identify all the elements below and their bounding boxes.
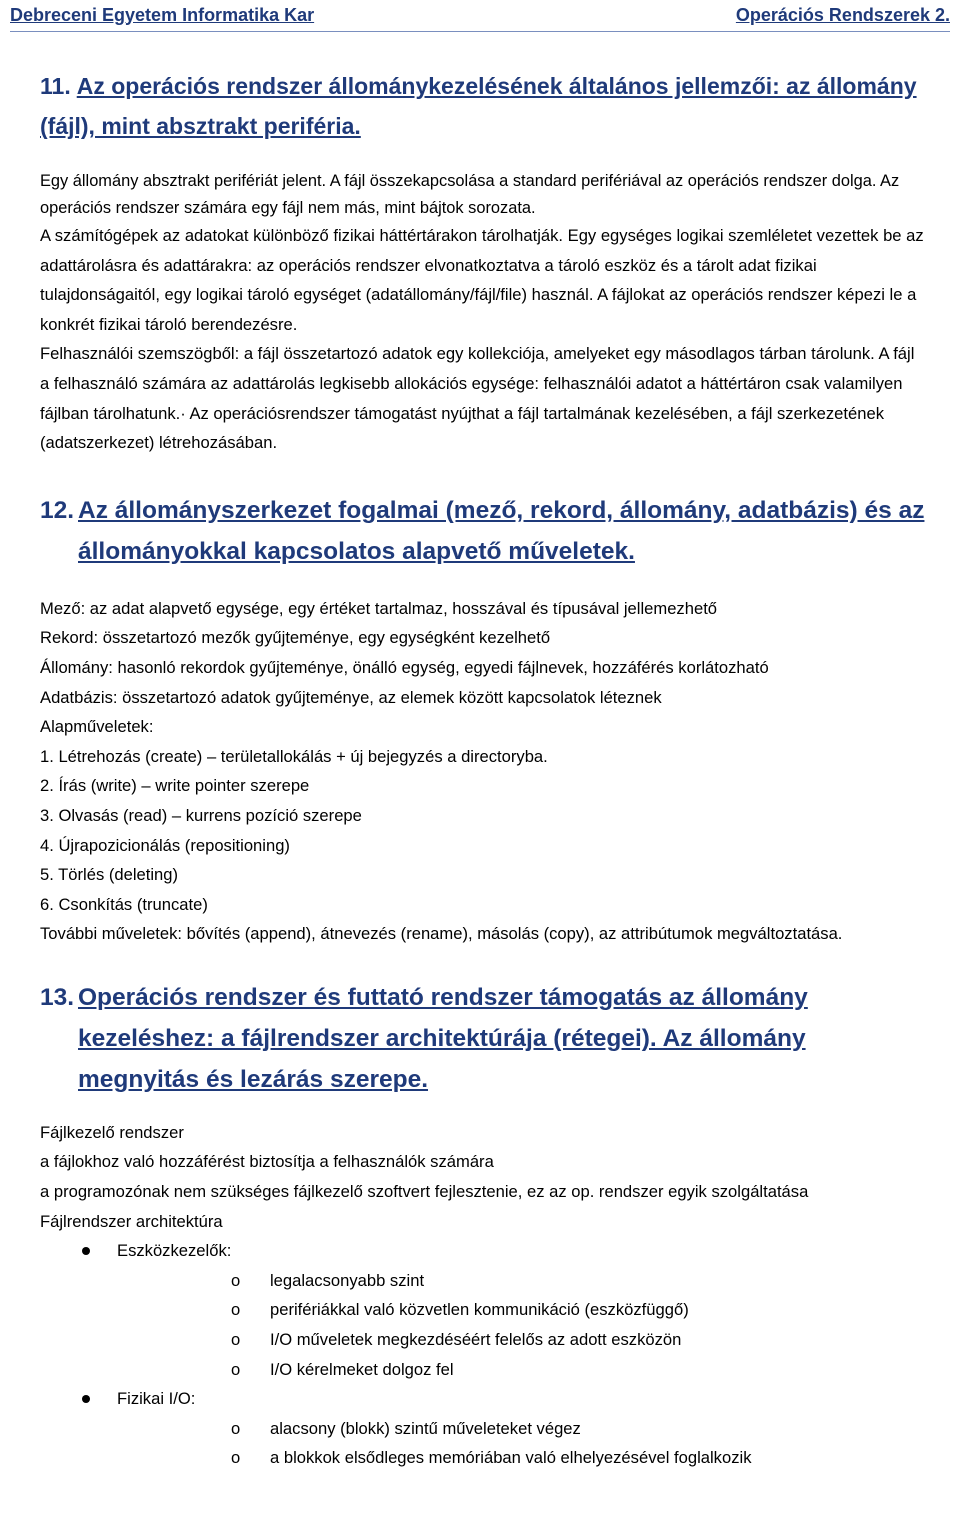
text-line: Mező: az adat alapvető egysége, egy értéket tartalmaz, hosszával és típusával jellemezhető [40, 598, 718, 618]
bullet-icon [82, 1247, 90, 1255]
text-line: 3. Olvasás (read) – kurrens pozíció szerepe [40, 805, 362, 825]
circle-bullet-icon: o [231, 1300, 241, 1320]
sub-list-item [117, 1295, 925, 1325]
section-12-heading [40, 490, 925, 572]
section-11-paragraph: A számítógépek az adatokat különböző fizikai háttértárakon tárolhatják. Egy egységes logikai szemléletet vezettek be az adattárolásra és adattárakra: az operációs rendszer elvonatkoztatva a tároló eszköz és a tárolt adat fizikai tulajdonságaitól, egy logikai tároló egységet (adatállomány/fájl/file) használ. A fájlokat az operációs rendszer képezi le a konkrét fizikai tároló berendezésre. [40, 226, 924, 334]
section-number: 11. [40, 73, 71, 99]
sub-list-item-label: alacsony (blokk) szintű műveleteket végez [270, 1418, 581, 1438]
sub-list-item [117, 1443, 925, 1473]
header-institution: Debreceni Egyetem Informatika Kar [10, 4, 315, 25]
bullet-icon [82, 1395, 90, 1403]
sub-list-item [117, 1414, 925, 1444]
text-line: Fájlrendszer architektúra [40, 1211, 223, 1231]
sub-list-item-label: I/O műveletek megkezdéséért felelős az adott eszközön [270, 1330, 682, 1350]
circle-bullet-icon: o [231, 1270, 241, 1290]
text-line: 6. Csonkítás (truncate) [40, 894, 208, 914]
text-line: 4. Újrapozicionálás (repositioning) [40, 835, 290, 855]
section-11-intro: Egy állomány absztrakt perifériát jelent. A fájl összekapcsolása a standard perifériával az operációs rendszer dolga. Az operációs rendszer számára egy fájl nem más, mint bájtok sorozata. [40, 172, 900, 217]
section-12-lines [40, 594, 925, 949]
text-line: További műveletek: bővítés (append), átnevezés (rename), másolás (copy), az attribútumok megváltoztatása. [40, 924, 843, 944]
sub-list-item-label: legalacsonyabb szint [270, 1270, 425, 1290]
text-line: a fájlokhoz való hozzáférést biztosítja a felhasználók számára [40, 1152, 494, 1172]
circle-bullet-icon: o [231, 1448, 241, 1468]
list-item-label: Fizikai I/O: [117, 1389, 196, 1409]
sub-list-item [117, 1355, 925, 1385]
text-line: Adatbázis: összetartozó adatok gyűjteménye, az elemek között kapcsolatok léteznek [40, 687, 662, 707]
text-line: 2. Írás (write) – write pointer szerepe [40, 776, 310, 796]
sub-list-item-label: I/O kérelmeket dolgoz fel [270, 1359, 454, 1379]
section-13-lines [40, 1118, 925, 1236]
section-13-heading [40, 977, 925, 1100]
list-item [40, 1236, 925, 1384]
text-line: Alapműveletek: [40, 717, 154, 737]
sub-list [117, 1266, 925, 1384]
sub-list [117, 1414, 925, 1473]
architecture-list [40, 1236, 925, 1473]
sub-list-item [117, 1325, 925, 1355]
section-title: Az állományszerkezet fogalmai (mező, rekord, állomány, adatbázis) és az állományokkal kapcsolatos alapvető műveletek. [78, 496, 925, 565]
text-line: 5. Törlés (deleting) [40, 865, 179, 885]
text-line: a programozónak nem szükséges fájlkezelő szoftvert fejlesztenie, ez az op. rendszer egyik szolgáltatása [40, 1182, 809, 1202]
text-line: 1. Létrehozás (create) – területallokálás + új bejegyzés a directoryba. [40, 746, 548, 766]
section-11-paragraph-2: Felhasználói szemszögből: a fájl összetartozó adatok egy kollekciója, amelyeket egy másodlagos tárban tárolunk. A fájl a felhasználó számára az adattárolás legkisebb allokációs egysége: felhasználói adatot a háttértáron csak valamilyen fájlban tárolhatunk.· Az operációsrendszer támogatást nyújthat a fájl tartalmának kezelésében, a fájl szerkezetének (adatszerkezet) létrehozásában. [40, 344, 915, 453]
circle-bullet-icon: o [231, 1330, 241, 1350]
section-title: Operációs rendszer és futtató rendszer támogatás az állomány kezeléshez: a fájlrendszer architektúrája (rétegei). Az állomány megnyitás és lezárás szerepe. [78, 983, 808, 1093]
section-title: Az operációs rendszer állománykezelésének általános jellemzői: az állomány (fájl), mint absztrakt periféria. [40, 73, 917, 139]
circle-bullet-icon: o [231, 1359, 241, 1379]
sub-list-item [117, 1266, 925, 1296]
sub-list-item-label: a blokkok elsődleges memóriában való elhelyezésével foglalkozik [270, 1448, 752, 1468]
header-divider [10, 31, 950, 32]
document-body [40, 66, 925, 1473]
page-header [10, 0, 950, 30]
header-course: Operációs Rendszerek 2. [735, 4, 950, 25]
text-line: Állomány: hasonló rekordok gyűjteménye, önálló egység, egyedi fájlnevek, hozzáférés korlátozható [40, 657, 769, 677]
sub-list-item-label: perifériákkal való közvetlen kommunikáció (eszközfüggő) [270, 1300, 689, 1320]
text-line: Rekord: összetartozó mezők gyűjteménye, egy egységként kezelhető [40, 628, 551, 648]
section-number: 12. [40, 496, 75, 524]
list-item-label: Eszközkezelők: [117, 1241, 232, 1261]
text-line: Fájlkezelő rendszer [40, 1122, 184, 1142]
section-number: 13. [40, 983, 75, 1011]
circle-bullet-icon: o [231, 1418, 241, 1438]
list-item [40, 1384, 925, 1473]
section-11-heading [40, 66, 925, 146]
